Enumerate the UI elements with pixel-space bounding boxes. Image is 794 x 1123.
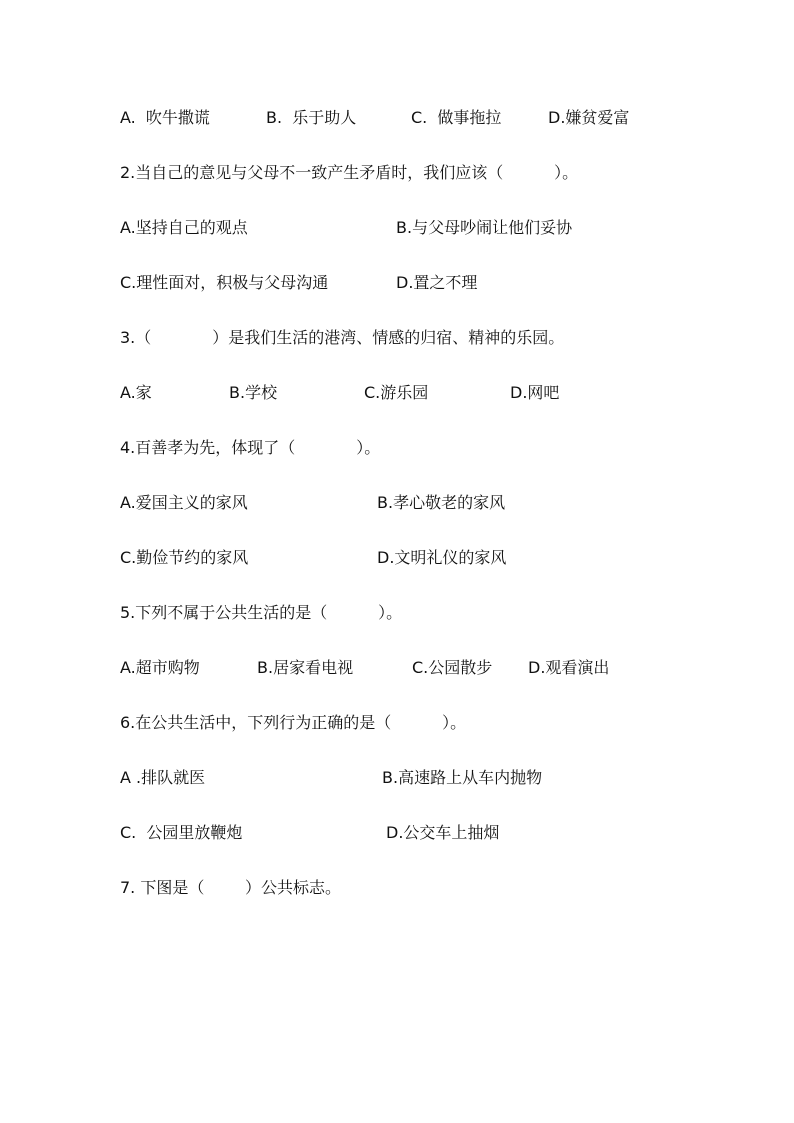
q3-option-c: C.游乐园 [364,383,429,402]
q2-option-d: D.置之不理 [396,273,478,292]
q4-option-d: D.文明礼仪的家风 [377,548,507,567]
q1-option-a: A. 吹牛撒谎 [120,108,210,127]
q1-option-b: B. 乐于助人 [266,108,357,127]
q5-option-d: D.观看演出 [528,658,610,677]
q6-option-b: B.高速路上从车内抛物 [382,768,543,787]
q5-option-a: A.超市购物 [120,658,200,677]
q4-option-a: A.爱国主义的家风 [120,493,248,512]
q3-option-a: A.家 [120,383,152,402]
q4-stem: 4.百善孝为先，体现了（ ）。 [120,438,381,457]
q2-option-c: C.理性面对，积极与父母沟通 [120,273,329,292]
q1-option-d: D.嫌贫爱富 [548,108,630,127]
q6-option-c: C. 公园里放鞭炮 [120,823,243,842]
q5-option-c: C.公园散步 [412,658,493,677]
q2-option-a: A.坚持自己的观点 [120,218,248,237]
q3-option-b: B.学校 [229,383,278,402]
q5-option-b: B.居家看电视 [257,658,354,677]
q3-stem: 3.（ ）是我们生活的港湾、情感的归宿、精神的乐园。 [120,328,565,347]
q6-option-d: D.公交车上抽烟 [386,823,500,842]
q4-option-c: C.勤俭节约的家风 [120,548,249,567]
q5-stem: 5.下列不属于公共生活的是（ ）。 [120,603,403,622]
q2-option-b: B.与父母吵闹让他们妥协 [396,218,573,237]
q6-stem: 6.在公共生活中，下列行为正确的是（ ）。 [120,713,467,732]
q3-option-d: D.网吧 [510,383,560,402]
q4-option-b: B.孝心敬老的家风 [377,493,506,512]
q1-option-c: C. 做事拖拉 [411,108,502,127]
q2-stem: 2.当自己的意见与父母不一致产生矛盾时，我们应该（ ）。 [120,163,579,182]
q7-stem: 7. 下图是（ ）公共标志。 [120,878,342,897]
q6-option-a: A .排队就医 [120,768,206,787]
